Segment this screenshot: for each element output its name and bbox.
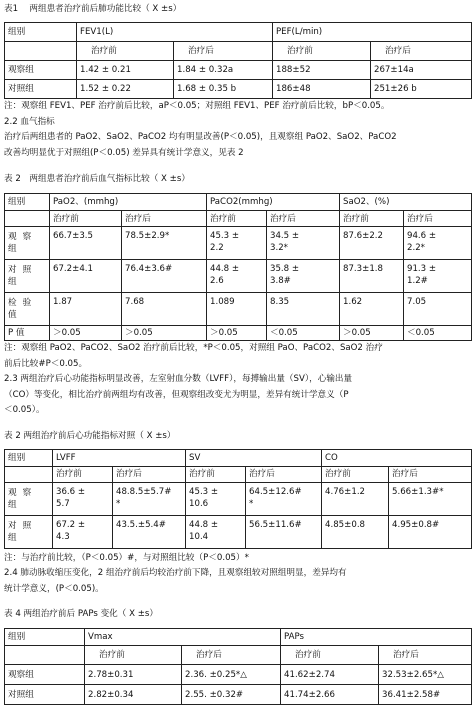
table3-subheader: 治疗前 bbox=[53, 466, 113, 482]
table-cell: 观察组 bbox=[5, 61, 77, 80]
table-cell bbox=[267, 227, 340, 260]
table-cell-line: 3.8# bbox=[270, 276, 291, 286]
table-cell-line: 4.85±0.8 bbox=[325, 519, 366, 530]
table-cell: ＞0.05 bbox=[207, 326, 267, 341]
table4-subheader: 治疗后 bbox=[379, 646, 472, 665]
table3-subheader-empty bbox=[5, 466, 53, 482]
table-cell bbox=[122, 293, 207, 326]
table3-subheader: 治疗后 bbox=[389, 466, 472, 482]
section23-text: ＜0.05）。 bbox=[4, 405, 45, 415]
table-cell: 2.36. ±0.25*△ bbox=[182, 665, 281, 685]
table-cell-line: 76.4±3.6# bbox=[125, 264, 173, 274]
table1-caption: 表1 两组患者治疗前后肺功能比较（ X ±s） bbox=[4, 4, 182, 14]
table-row bbox=[5, 260, 472, 293]
table-cell-line: * bbox=[249, 498, 254, 509]
table1-subheader: 治疗前 bbox=[273, 42, 371, 61]
table3-subheader: 治疗后 bbox=[246, 466, 322, 482]
table2-subheader: 治疗后 bbox=[404, 211, 472, 227]
table-cell bbox=[186, 482, 246, 515]
table-cell bbox=[267, 260, 340, 293]
table-cell bbox=[50, 293, 122, 326]
table2-subheader: 治疗前 bbox=[207, 211, 267, 227]
table-cell-line: 2.2 bbox=[210, 243, 224, 253]
table-cell bbox=[207, 260, 267, 293]
table-cell bbox=[50, 260, 122, 293]
table-cell-line: 1.2# bbox=[407, 276, 428, 286]
table-cell bbox=[267, 293, 340, 326]
row-group-label: 对照组 bbox=[5, 515, 53, 548]
section23-text: （CO）等变化，相比治疗前两组均有改善，但观察组改变尤为明显，差异有统计学意义（P bbox=[4, 389, 349, 400]
table-cell-line: 78.5±2.9* bbox=[125, 231, 170, 241]
table-cell: ＜0.05 bbox=[267, 326, 340, 341]
table-cell: 251±26 b bbox=[371, 80, 472, 99]
table-cell-line: 94.6 ± bbox=[407, 231, 437, 241]
table-cell-line: 7.68 bbox=[125, 297, 145, 307]
table-cell bbox=[404, 293, 472, 326]
table-cell: ＞0.05 bbox=[122, 326, 207, 341]
table-cell-line: 3.2* bbox=[270, 243, 288, 253]
row-group-label: 检验值 bbox=[5, 293, 50, 326]
table3-caption: 表 2 两组治疗前后心功能指标对照（ X ±s） bbox=[4, 430, 176, 441]
table2-caption: 表 2 两组患者治疗前后血气指标比较（ X ±s） bbox=[4, 174, 190, 184]
section22-heading: 2.2 血气指标 bbox=[4, 116, 55, 127]
table1-note: 注：观察组 FEV1、PEF 治疗前后比较，aP＜0.05；对照组 FEV1、PEF 治疗前后比较，bP＜0.05。 bbox=[4, 101, 390, 111]
table3-note: 注：与治疗前比较，（P＜0.05）#，与对照组比较（P＜0.05）* bbox=[4, 552, 249, 563]
table1-header-pef: PEF(L/min) bbox=[273, 23, 472, 42]
table-cell-line: 4.3 bbox=[56, 531, 70, 542]
table-row bbox=[5, 80, 472, 99]
table-cell-line: 91.3 ± bbox=[407, 264, 437, 274]
table-cell-line: 4.95±0.8# bbox=[392, 519, 440, 530]
table-cell-line: 7.05 bbox=[407, 297, 427, 307]
table2-subheader: 治疗后 bbox=[122, 211, 207, 227]
table1-subheader-empty bbox=[5, 42, 77, 61]
table-cell: ＞0.05 bbox=[50, 326, 122, 341]
table4-subheader: 治疗前 bbox=[281, 646, 379, 665]
table-cell: 2.82±0.34 bbox=[85, 685, 182, 705]
table-cell: 32.53±2.65*△ bbox=[379, 665, 472, 685]
table-cell bbox=[122, 260, 207, 293]
table4-subheader-empty bbox=[5, 646, 85, 665]
table-cell-line: 1.87 bbox=[53, 297, 73, 307]
table4 bbox=[4, 628, 472, 705]
table4-header-vmax: Vmax bbox=[85, 629, 281, 646]
table-cell: 1.68 ± 0.35 b bbox=[174, 80, 273, 99]
table2-note: 注：观察组 PaO2、PaCO2、SaO2 治疗前后比较，*P＜0.05，对照组 PaO、PaCO2、SaO2 治疗 bbox=[4, 343, 383, 353]
table2-subheader: 治疗前 bbox=[340, 211, 404, 227]
table-row bbox=[5, 482, 472, 515]
table-cell bbox=[404, 260, 472, 293]
table1-subheader: 治疗前 bbox=[77, 42, 174, 61]
section22-text: 改善均明显优于对照组(P＜0.05) 差异具有统计学意义，见表 2 bbox=[4, 147, 244, 158]
table1-header-group: 组别 bbox=[5, 23, 77, 42]
table1-subheader: 治疗后 bbox=[371, 42, 472, 61]
table-cell bbox=[207, 293, 267, 326]
table3 bbox=[4, 449, 472, 549]
table3-header-co: CO bbox=[322, 449, 472, 466]
table-cell: 41.74±2.66 bbox=[281, 685, 379, 705]
table-cell: 267±14a bbox=[371, 61, 472, 80]
table-cell-line: 43.5.±5.4# bbox=[116, 519, 166, 530]
table-cell-line: 45.3 ± bbox=[189, 486, 219, 497]
table-row bbox=[5, 685, 472, 705]
table-cell: 2.55. ±0.32# bbox=[182, 685, 281, 705]
row-group-label: 对照组 bbox=[5, 260, 50, 293]
table-cell-line: 67.2 ± bbox=[56, 519, 86, 530]
table-cell: 观察组 bbox=[5, 665, 85, 685]
table-cell bbox=[340, 227, 404, 260]
table-row bbox=[5, 665, 472, 685]
table2-note: 前后比较#P＜0.05。 bbox=[4, 358, 88, 369]
table-cell-line: 66.7±3.5 bbox=[53, 231, 94, 241]
table-cell: 188±52 bbox=[273, 61, 371, 80]
row-group-label: 观察组 bbox=[5, 482, 53, 515]
table-cell bbox=[389, 482, 472, 515]
table-cell: ＞0.05 bbox=[340, 326, 404, 341]
table1 bbox=[4, 22, 472, 99]
table-cell-line: 5.7 bbox=[56, 498, 70, 509]
section24-text: 2.4 肺动脉收缩压变化，2 组治疗前后均较治疗前下降，且观察组较对照组明显，差异均有 bbox=[4, 568, 347, 578]
table2 bbox=[4, 193, 472, 341]
table-row bbox=[5, 61, 472, 80]
table-cell: 186±48 bbox=[273, 80, 371, 99]
table3-body bbox=[5, 482, 472, 548]
table-cell-line: 67.2±4.1 bbox=[53, 264, 94, 274]
table-cell bbox=[246, 515, 322, 548]
table-cell-line: 10.4 bbox=[189, 531, 209, 542]
table-cell bbox=[113, 515, 186, 548]
table-cell bbox=[50, 227, 122, 260]
table-cell-line: 44.8 ± bbox=[210, 264, 240, 274]
table-cell bbox=[322, 482, 389, 515]
table-row bbox=[5, 227, 472, 260]
table-cell-line: 10.6 bbox=[189, 498, 209, 509]
table2-header-paco2: PaCO2(mmhg) bbox=[207, 194, 340, 211]
row-group-label: 观察组 bbox=[5, 227, 50, 260]
table-cell-line: 2.6 bbox=[210, 276, 224, 286]
table-cell: 对照组 bbox=[5, 685, 85, 705]
table-cell bbox=[404, 227, 472, 260]
table-cell-line: 87.6±2.2 bbox=[343, 231, 384, 241]
table-cell bbox=[53, 482, 113, 515]
table2-subheader: 治疗前 bbox=[50, 211, 122, 227]
table-cell: ＜0.05 bbox=[404, 326, 472, 341]
table3-subheader: 治疗前 bbox=[322, 466, 389, 482]
table-cell-line: 36.6 ± bbox=[56, 486, 86, 497]
table1-subheader: 治疗后 bbox=[174, 42, 273, 61]
table-cell bbox=[340, 260, 404, 293]
table-cell bbox=[322, 515, 389, 548]
table-cell-line: 64.5±12.6# bbox=[249, 486, 302, 497]
table-cell-line: 48.8.5±5.7# bbox=[116, 486, 172, 497]
table2-subheader: 治疗后 bbox=[267, 211, 340, 227]
table-cell bbox=[389, 515, 472, 548]
table-cell bbox=[207, 227, 267, 260]
table-cell: 1.42 ± 0.21 bbox=[77, 61, 174, 80]
table-cell: 对照组 bbox=[5, 80, 77, 99]
table-cell bbox=[122, 227, 207, 260]
table-cell: P 值 bbox=[5, 326, 50, 341]
table4-header-group: 组别 bbox=[5, 629, 85, 646]
table-cell bbox=[186, 515, 246, 548]
table3-header-group: 组别 bbox=[5, 449, 53, 466]
table1-header-fev1: FEV1(L) bbox=[77, 23, 273, 42]
table-cell-line: 1.089 bbox=[210, 297, 235, 307]
table2-subheader-empty bbox=[5, 211, 50, 227]
table-cell-line: 56.5±11.6# bbox=[249, 519, 302, 530]
table2-header-sao2: SaO2、(%) bbox=[340, 194, 472, 211]
table2-body bbox=[5, 227, 472, 326]
table3-subheader: 治疗前 bbox=[186, 466, 246, 482]
table-cell-line: 45.3 ± bbox=[210, 231, 240, 241]
table-cell: 1.52 ± 0.22 bbox=[77, 80, 174, 99]
table4-subheader: 治疗前 bbox=[85, 646, 182, 665]
table2-header-group: 组别 bbox=[5, 194, 50, 211]
table3-header-lvff: LVFF bbox=[53, 449, 186, 466]
table-row bbox=[5, 515, 472, 548]
table-row bbox=[5, 326, 472, 341]
table-cell bbox=[246, 482, 322, 515]
table2-header-pao2: PaO2、(mmhg) bbox=[50, 194, 207, 211]
table-cell: 36.41±2.58# bbox=[379, 685, 472, 705]
table-row bbox=[5, 293, 472, 326]
table-cell-line: * bbox=[116, 498, 121, 509]
table-cell-line: 5.66±1.3#* bbox=[392, 486, 444, 497]
table3-subheader: 治疗后 bbox=[113, 466, 186, 482]
table-cell bbox=[340, 293, 404, 326]
section23-text: 2.3 两组治疗后心功能指标明显改善，左室射血分数（LVFF），每搏输出量（SV），心输出量 bbox=[4, 374, 353, 384]
table4-header-paps: PAPs bbox=[281, 629, 472, 646]
table4-subheader: 治疗后 bbox=[182, 646, 281, 665]
document-page bbox=[0, 1, 475, 721]
table-cell: 2.78±0.31 bbox=[85, 665, 182, 685]
table-cell bbox=[113, 482, 186, 515]
table-cell-line: 34.5 ± bbox=[270, 231, 300, 241]
table-cell-line: 2.2* bbox=[407, 243, 425, 253]
table-cell: 41.62±2.74 bbox=[281, 665, 379, 685]
table-cell-line: 35.8 ± bbox=[270, 264, 300, 274]
table-cell: 1.84 ± 0.32a bbox=[174, 61, 273, 80]
table-cell-line: 1.62 bbox=[343, 297, 363, 307]
section22-text: 治疗后两组患者的 PaO2、SaO2、PaCO2 均有明显改善(P＜0.05)，且观察组 PaO2、SaO2、PaCO2 bbox=[4, 132, 397, 142]
table-cell-line: 44.8 ± bbox=[189, 519, 219, 530]
table-cell-line: 87.3±1.8 bbox=[343, 264, 384, 274]
table4-caption: 表 4 两组治疗前后 PAPs 变化（ X ±s） bbox=[4, 609, 158, 619]
table-cell-line: 8.35 bbox=[270, 297, 290, 307]
table-cell bbox=[53, 515, 113, 548]
table-cell-line: 4.76±1.2 bbox=[325, 486, 366, 497]
table3-header-sv: SV bbox=[186, 449, 322, 466]
section24-text: 统计学意义，(P＜0.05)。 bbox=[4, 583, 104, 594]
